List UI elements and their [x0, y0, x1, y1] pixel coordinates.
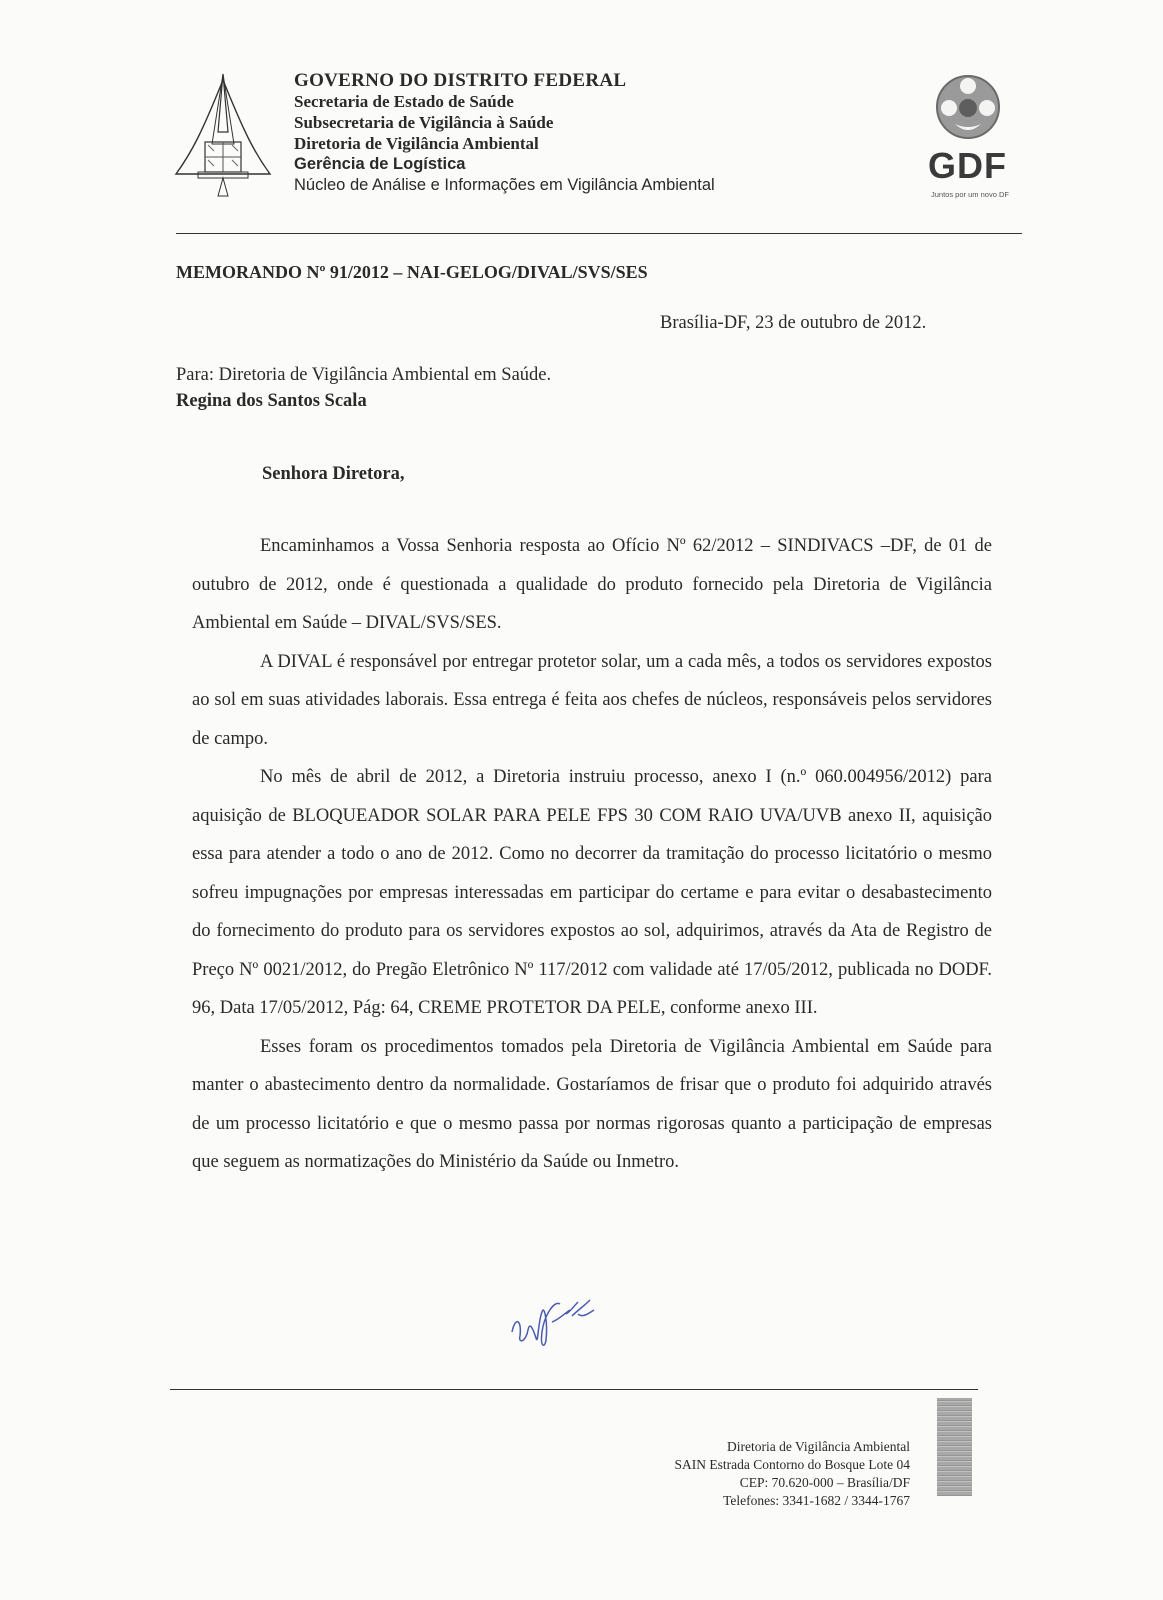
- footer-phones: Telefones: 3341-1682 / 3344-1767: [723, 1493, 910, 1508]
- paragraph-1: Encaminhamos a Vossa Senhoria resposta ao Ofício Nº 62/2012 – SINDIVACS –DF, de 01 de outubro de 2012, onde é questionada a qualidade do produto fornecido pela Diretoria de Vigilância Ambiental em Saúde – DIVAL/SVS/SES.: [192, 536, 992, 633]
- gdf-logo-icon: [935, 72, 1001, 142]
- footer-address: [675, 1438, 910, 1510]
- footer-directorate: Diretoria de Vigilância Ambiental: [726, 1439, 910, 1454]
- scan-stamp-strip: [937, 1398, 972, 1496]
- recipient-name: Regina dos Santos Scala: [176, 391, 367, 411]
- footer-postal-code: CEP: 70.620-000 – Brasília/DF: [739, 1475, 910, 1490]
- gdf-logo-wordmark: GDF: [928, 145, 1007, 186]
- memo-title: MEMORANDO Nº 91/2012 – NAI-GELOG/DIVAL/SVS/SES: [176, 262, 648, 282]
- paragraph-2: A DIVAL é responsável por entregar protetor solar, um a cada mês, a todos os servidores expostos ao sol em suas atividades laborais. Essa entrega é feita aos chefes de núcleos, responsáveis pelos servidores de campo.: [192, 651, 992, 749]
- memo-recipient: Para: Diretoria de Vigilância Ambiental em Saúde.: [176, 365, 552, 385]
- secretariat-name: Secretaria de Estado de Saúde: [294, 92, 514, 111]
- nucleus-name: Núcleo de Análise e Informações em Vigilância Ambiental: [294, 176, 715, 194]
- footer-street: SAIN Estrada Contorno do Bosque Lote 04: [674, 1457, 910, 1472]
- paragraph-4: Esses foram os procedimentos tomados pela Diretoria de Vigilância Ambiental em Saúde para manter o abastecimento dentro da normalidade. Gostaríamos de frisar que o produto foi adquirido através de um processo licitatório e que o mesmo passa por normas rigorosas quanto a participação de empresas que seguem as normatizações do Ministério da Saúde ou Inmetro.: [192, 1036, 992, 1172]
- letterhead: [294, 70, 715, 196]
- directorate-name: Diretoria de Vigilância Ambiental: [294, 134, 539, 153]
- management-name: Gerência de Logística: [294, 155, 466, 173]
- subsecretariat-name: Subsecretaria de Vigilância à Saúde: [294, 113, 554, 132]
- gdf-coat-of-arms-emblem: [172, 72, 274, 200]
- header-divider: [176, 233, 1022, 234]
- memo-date: Brasília-DF, 23 de outubro de 2012.: [660, 313, 927, 333]
- gdf-logo-tagline: Juntos por um novo DF: [931, 190, 1009, 199]
- paragraph-3: No mês de abril de 2012, a Diretoria instruiu processo, anexo I (n.º 060.004956/2012) para aquisição de BLOQUEADOR SOLAR PARA PELE FPS 30 COM RAIO UVA/UVB anexo II, aquisição essa para atender a todo o ano de 2012. Como no decorrer da tramitação do processo licitatório o mesmo sofreu impugnações por empresas interessadas em participar do certame e para evitar o desabastecimento do fornecimento do produto para os servidores expostos ao sol, adquirimos, através da Ata de Registro de Preço Nº 0021/2012, do Pregão Eletrônico Nº 117/2012 com validade até 17/05/2012, publicada no DODF. 96, Data 17/05/2012, Pág: 64, CREME PROTETOR DA PELE, conforme anexo III.: [192, 767, 992, 1018]
- greeting: Senhora Diretora,: [262, 464, 405, 484]
- footer-divider: [170, 1389, 978, 1390]
- handwritten-initials-signature: [508, 1292, 598, 1355]
- memo-body: [192, 527, 992, 1182]
- government-name: GOVERNO DO DISTRITO FEDERAL: [294, 70, 627, 91]
